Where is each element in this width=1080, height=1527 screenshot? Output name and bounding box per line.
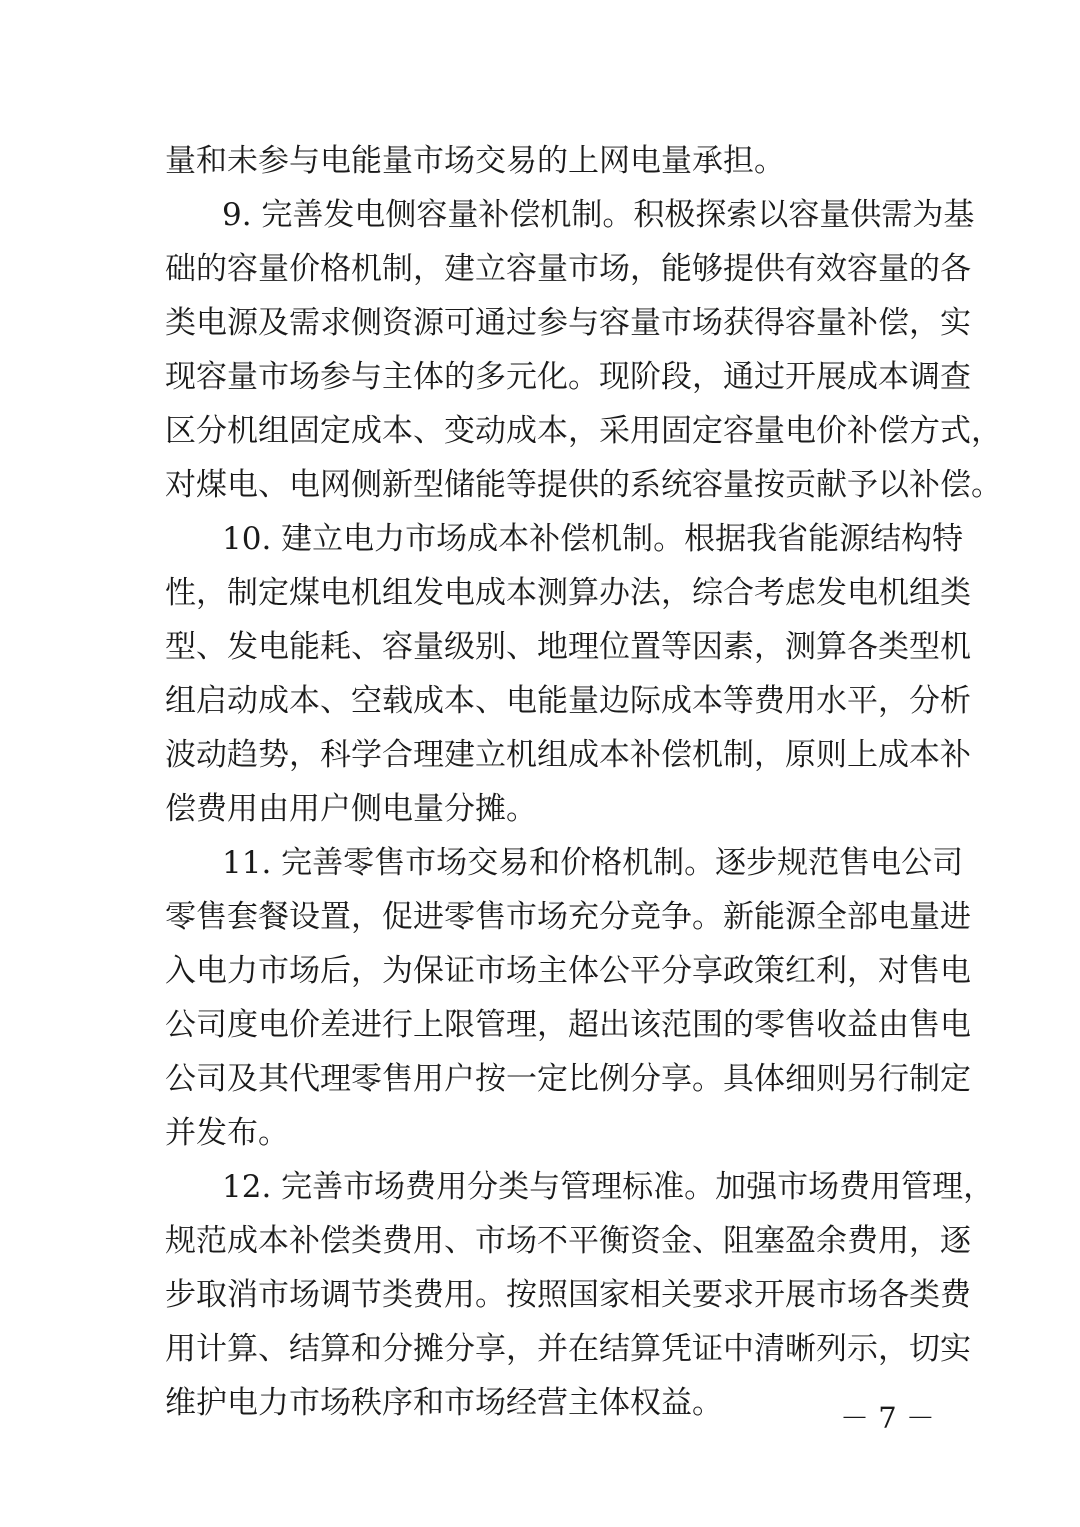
text-line: 用计算、结算和分摊分享，并在结算凭证中清晰列示，切实 bbox=[165, 1331, 971, 1367]
text-line: 量和未参与电能量市场交易的上网电量承担。 bbox=[165, 143, 785, 179]
text-line: 对煤电、电网侧新型储能等提供的系统容量按贡献予以补偿。 bbox=[165, 467, 1002, 503]
text-line: 规范成本补偿类费用、市场不平衡资金、阻塞盈余费用，逐 bbox=[165, 1223, 971, 1259]
text-line: 公司度电价差进行上限管理，超出该范围的零售收益由售电 bbox=[165, 1007, 971, 1043]
text-line: 入电力市场后，为保证市场主体公平分享政策红利，对售电 bbox=[165, 953, 971, 989]
text-line: 公司及其代理零售用户按一定比例分享。具体细则另行制定 bbox=[165, 1061, 971, 1097]
text-line: 并发布。 bbox=[165, 1115, 289, 1151]
item-11-heading-line: 11. 完善零售市场交易和价格机制。逐步规范售电公司 bbox=[222, 845, 964, 881]
text-line: 础的容量价格机制，建立容量市场，能够提供有效容量的各 bbox=[165, 251, 971, 287]
text-line: 组启动成本、空载成本、电能量边际成本等费用水平，分析 bbox=[165, 683, 971, 719]
text-line: 零售套餐设置，促进零售市场充分竞争。新能源全部电量进 bbox=[165, 899, 971, 935]
item-12-heading-line: 12. 完善市场费用分类与管理标准。加强市场费用管理， bbox=[222, 1169, 995, 1205]
text-line: 类电源及需求侧资源可通过参与容量市场获得容量补偿，实 bbox=[165, 305, 971, 341]
text-line: 维护电力市场秩序和市场经营主体权益。 bbox=[165, 1385, 723, 1421]
text-line: 步取消市场调节类费用。按照国家相关要求开展市场各类费 bbox=[165, 1277, 971, 1313]
text-line: 现容量市场参与主体的多元化。现阶段，通过开展成本调查 bbox=[165, 359, 971, 395]
text-line: 型、发电能耗、容量级别、地理位置等因素，测算各类型机 bbox=[165, 629, 971, 665]
text-line: 性，制定煤电机组发电成本测算办法，综合考虑发电机组类 bbox=[165, 575, 971, 611]
text-line: 区分机组固定成本、变动成本，采用固定容量电价补偿方式， bbox=[165, 413, 1002, 449]
item-9-heading-line: 9. 完善发电侧容量补偿机制。积极探索以容量供需为基 bbox=[222, 197, 975, 233]
page-number: － 7 － bbox=[840, 1401, 935, 1435]
item-10-heading-line: 10. 建立电力市场成本补偿机制。根据我省能源结构特 bbox=[222, 521, 964, 557]
text-line: 波动趋势，科学合理建立机组成本补偿机制，原则上成本补 bbox=[165, 737, 971, 773]
text-line: 偿费用由用户侧电量分摊。 bbox=[165, 791, 537, 827]
